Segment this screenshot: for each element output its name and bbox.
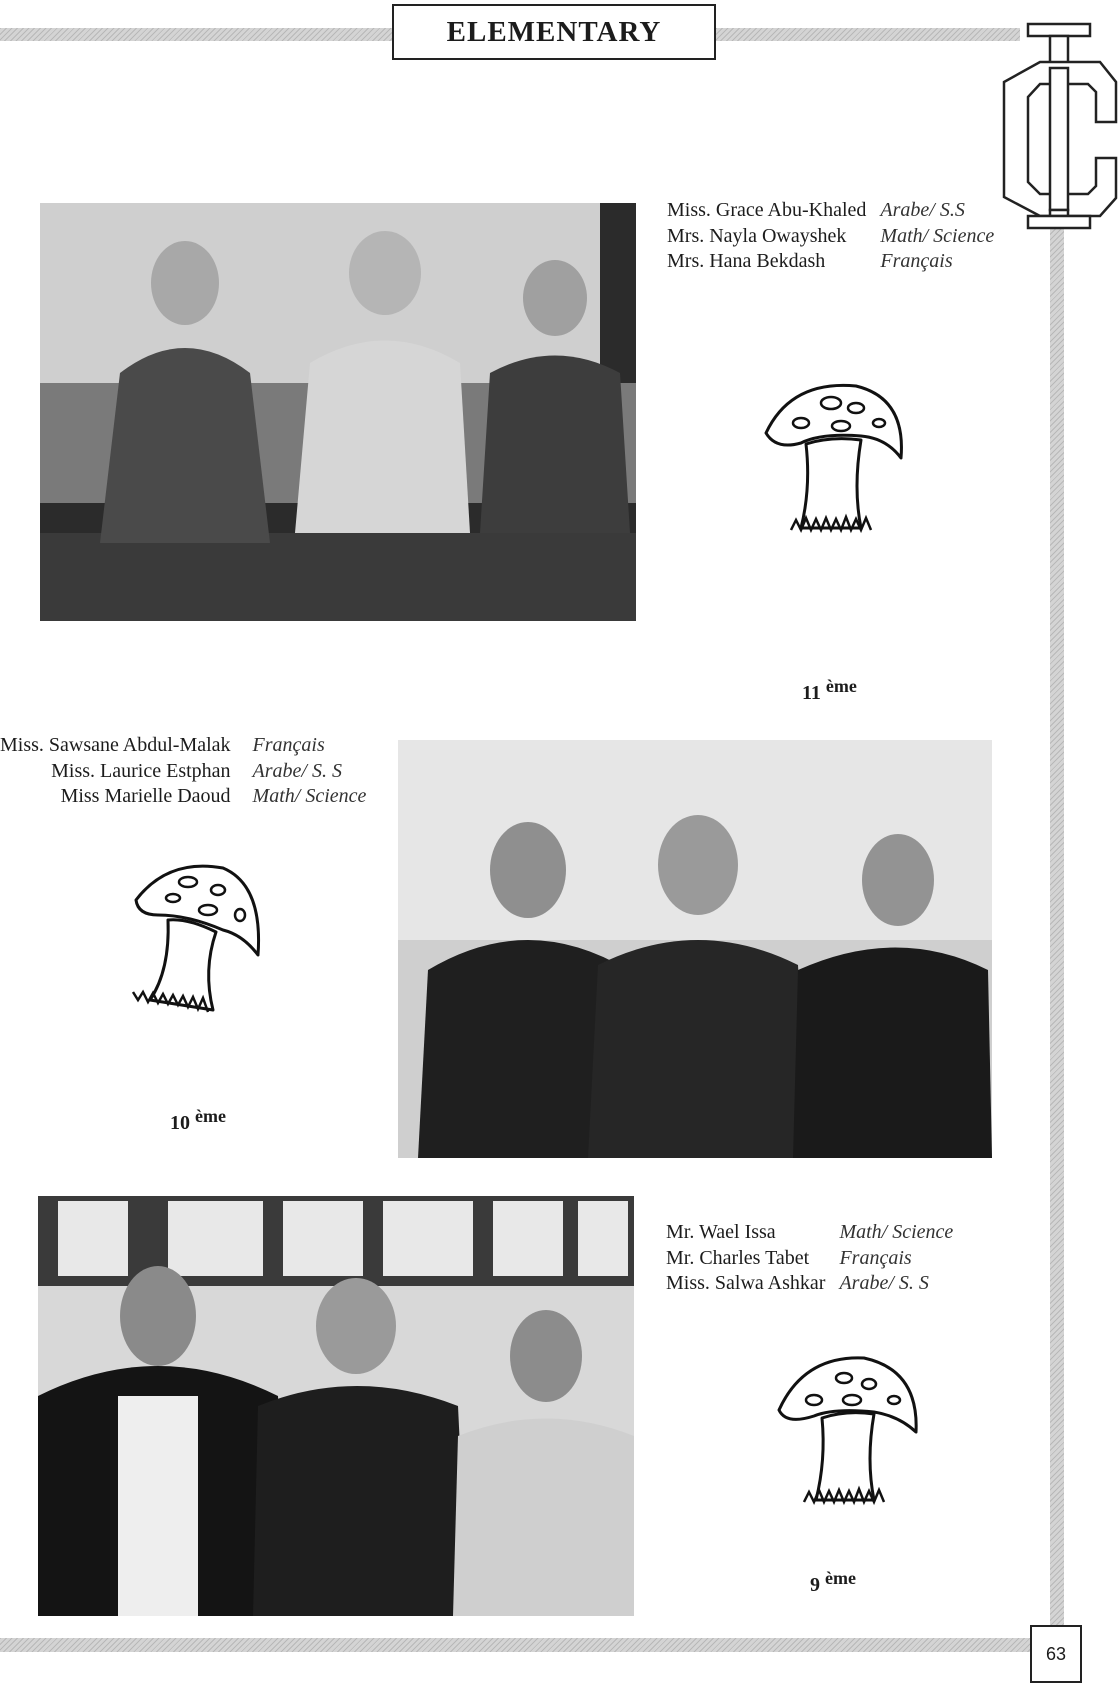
teacher-subject: Math/ Science [252,785,367,807]
teacher-name: Miss. Grace Abu-Khaled [667,199,867,221]
grade-label-10eme [170,1106,226,1135]
teacher-name: Mrs. Nayla Owayshek [667,224,847,247]
grade-number: 9 [810,1574,820,1596]
mushroom-icon [760,378,912,548]
teacher-name: Miss. Sawsane Abdul-Malak [0,734,231,756]
teacher-subject: Français [880,250,953,272]
teacher-subject: Français [252,734,325,756]
teacher-row [0,759,366,785]
teacher-row [667,249,994,275]
teacher-name: Miss. Salwa Ashkar [666,1272,826,1294]
teacher-subject: Math/ Science [839,1221,954,1243]
top-border-right [716,28,1020,41]
teacher-subject: Arabe/ S.S [880,199,965,221]
top-border-left [0,28,392,41]
teacher-row [0,733,366,759]
teacher-list-10eme [0,733,366,810]
teacher-subject: Math/ Science [880,224,995,247]
teacher-list-9eme [666,1220,953,1297]
grade-suffix: ème [825,676,857,696]
teacher-row [667,224,994,250]
teacher-name: Miss. Laurice Estphan [51,759,231,782]
teacher-row [666,1246,953,1272]
teacher-row [667,198,994,224]
teacher-row [666,1271,953,1297]
group-photo-11eme [40,203,636,621]
school-monogram-logo [1000,22,1118,230]
page-number: 63 [1030,1625,1082,1683]
teacher-name: Miss Marielle Daoud [60,785,231,807]
teacher-subject: Arabe/ S. S [252,759,342,782]
group-photo-10eme [398,740,992,1158]
grade-number: 10 [170,1112,190,1134]
right-border [1050,228,1064,1638]
teacher-row [666,1220,953,1246]
teacher-subject: Français [839,1246,912,1269]
grade-suffix: ème [825,1568,856,1588]
grade-number: 11 [802,682,821,704]
teacher-name: Mrs. Hana Bekdash [667,250,826,272]
teacher-name: Mr. Charles Tabet [666,1246,810,1269]
teacher-name: Mr. Wael Issa [666,1221,776,1243]
grade-label-9eme [810,1568,856,1597]
teacher-subject: Arabe/ S. S [839,1272,929,1294]
teacher-list-11eme [667,198,994,275]
teacher-row [0,784,366,810]
mushroom-icon [128,860,268,1030]
grade-label-11eme [802,676,857,705]
group-photo-9eme [38,1196,634,1616]
section-title: ELEMENTARY [392,4,716,60]
mushroom-icon [774,1350,924,1520]
bottom-border [0,1638,1030,1652]
grade-suffix: ème [195,1106,226,1126]
